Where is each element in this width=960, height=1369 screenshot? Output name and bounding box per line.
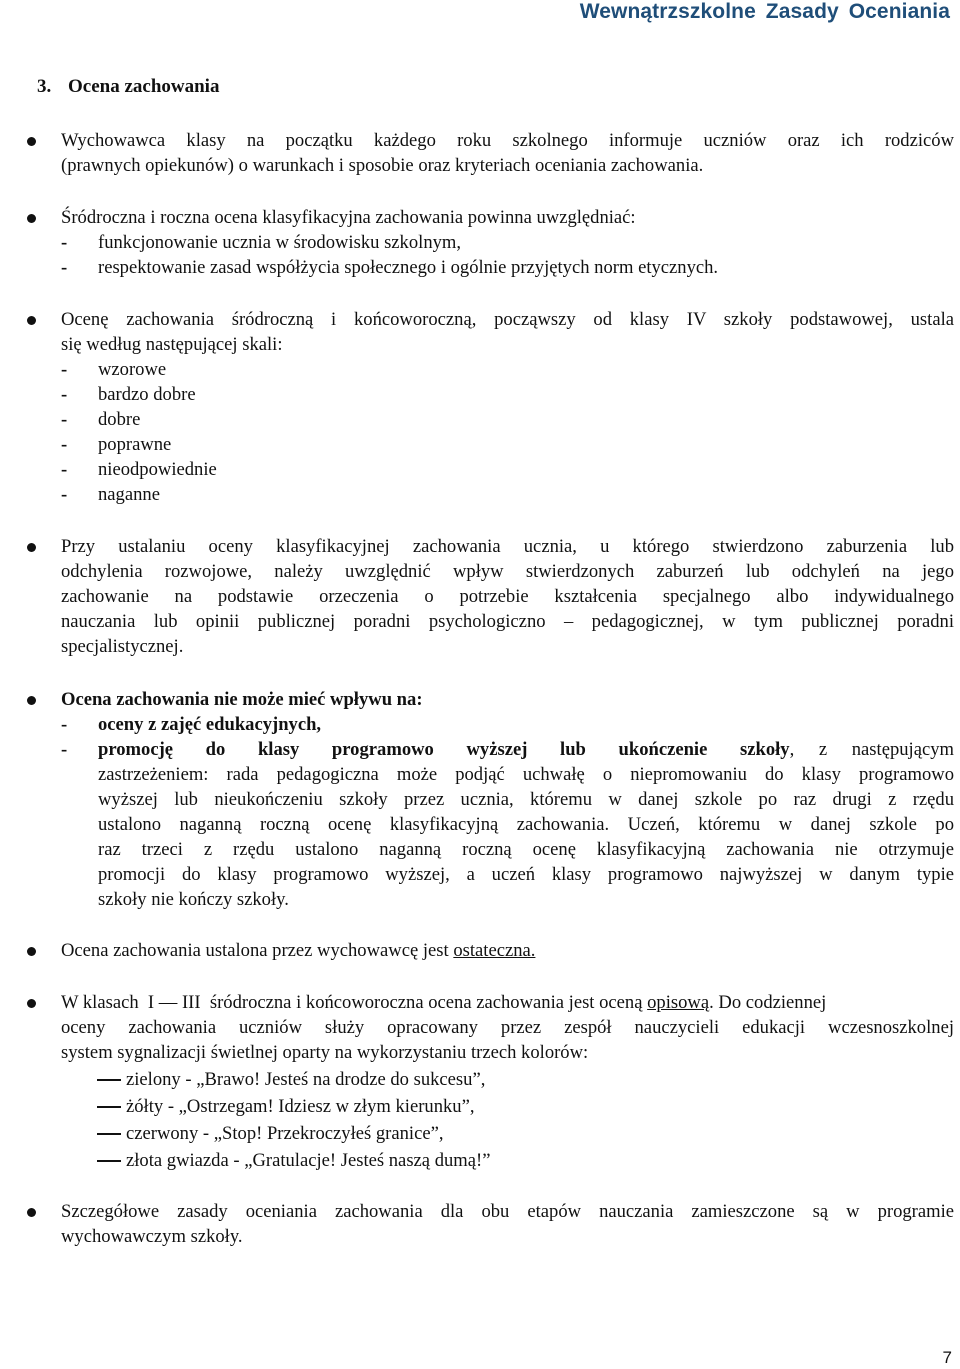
- bullet-icon: [27, 696, 36, 705]
- scale-item: - nieodpowiednie: [61, 459, 217, 480]
- running-header: Wewnątrzszkolne Zasady Oceniania: [579, 0, 950, 23]
- paragraph-line: wychowawczym szkoły.: [61, 1226, 243, 1247]
- dash-icon: [97, 1133, 121, 1135]
- paragraph-line: odchylenia rozwojowe, należy uwzględnić wpływ stwierdzonych zaburzeń lub odchyleń na jego: [61, 561, 954, 582]
- bullet-icon: [27, 214, 36, 223]
- dash-icon: [97, 1079, 121, 1081]
- page-number: 7: [942, 1348, 952, 1367]
- paragraph-line: Szczegółowe zasady oceniania zachowania dla obu etapów nauczania zamieszczone są w programie: [61, 1201, 954, 1222]
- color-signal-item: złota gwiazda - „Gratulacje! Jesteś naszą dumą!”: [61, 1148, 954, 1175]
- paragraph-line: oceny zachowania uczniów służy opracowany przez zespół nauczycieli edukacji wczesnoszkolnej: [61, 1017, 954, 1038]
- bullet-icon: [27, 1208, 36, 1217]
- section-heading: [37, 76, 219, 98]
- paragraph-line: Ocenę zachowania śródroczną i końcoworoczną, począwszy od klasy IV szkoły podstawowej, ustala: [61, 309, 954, 330]
- paragraph-line: Przy ustalaniu oceny klasyfikacyjnej zachowania ucznia, u którego stwierdzono zaburzenia lub: [61, 536, 954, 557]
- paragraph-line: W klasach I — III śródroczna i końcoworoczna ocena zachowania jest oceną opisową. Do codziennej: [61, 992, 827, 1013]
- section-number: 3.: [37, 76, 52, 97]
- paragraph-line: specjalistycznej.: [61, 636, 184, 657]
- bullet-icon: [27, 543, 36, 552]
- scale-item: - wzorowe: [61, 359, 167, 380]
- paragraph-line: (prawnych opiekunów) o warunkach i sposobie oraz kryteriach oceniania zachowania.: [61, 155, 704, 176]
- bullet-icon: [27, 947, 36, 956]
- paragraph-line: się według następującej skali:: [61, 334, 283, 355]
- list-item: - funkcjonowanie ucznia w środowisku szkolnym,: [61, 232, 462, 253]
- list-item: - promocję do klasy programowo wyższej lub ukończenie szkoły, z następującym: [61, 739, 954, 760]
- paragraph-title: Ocena zachowania nie może mieć wpływu na:: [61, 689, 423, 710]
- list-item: - oceny z zajęć edukacyjnych,: [61, 714, 322, 735]
- bullet-icon: [27, 137, 36, 146]
- dash-icon: [97, 1106, 121, 1108]
- scale-item: - naganne: [61, 484, 160, 505]
- bullet-icon: [27, 316, 36, 325]
- paragraph-line: Śródroczna i roczna ocena klasyfikacyjna zachowania powinna uwzględniać:: [61, 207, 636, 228]
- scale-item: - dobre: [61, 409, 141, 430]
- list-item-continuation: szkoły nie kończy szkoły.: [98, 889, 289, 910]
- paragraph-line: nauczania lub opinii publicznej poradni psychologiczno – pedagogicznej, w tym publicznej poradni: [61, 611, 954, 632]
- scale-item: - poprawne: [61, 434, 172, 455]
- color-signal-item: czerwony - „Stop! Przekroczyłeś granice”,: [61, 1121, 954, 1148]
- color-signal-item: żółty - „Ostrzegam! Idziesz w złym kierunku”,: [61, 1094, 954, 1121]
- paragraph-line: Ocena zachowania ustalona przez wychowawcę jest ostateczna.: [61, 940, 536, 961]
- color-signal-item: zielony - „Brawo! Jesteś na drodze do sukcesu”,: [61, 1067, 954, 1094]
- list-item-continuation: ustalono naganną roczną ocenę klasyfikacyjną zachowania. Uczeń, któremu w danej szkole po: [98, 814, 954, 835]
- list-item-continuation: wyższej lub nieukończeniu szkoły przez ucznia, któremu w danej szkole po raz drugi z rzędu: [98, 789, 954, 810]
- bullet-icon: [27, 999, 36, 1008]
- section-title: Ocena zachowania: [68, 76, 220, 97]
- paragraph-line: Wychowawca klasy na początku każdego roku szkolnego informuje uczniów oraz ich rodziców: [61, 130, 954, 151]
- paragraph-line: zachowanie na podstawie orzeczenia o potrzebie kształcenia specjalnego albo indywidualnego: [61, 586, 954, 607]
- list-item-continuation: promocji do klasy programowo wyższej, a uczeń klasy programowo najwyższej w danym typie: [98, 864, 954, 885]
- list-item-continuation: zastrzeżeniem: rada pedagogiczna może podjąć uchwałę o niepromowaniu do klasy programowo: [98, 764, 954, 785]
- list-item-continuation: raz trzeci z rzędu ustalono naganną roczną ocenę klasyfikacyjną zachowania nie otrzymuje: [98, 839, 954, 860]
- paragraph-line: system sygnalizacji świetlnej oparty na wykorzystaniu trzech kolorów:: [61, 1042, 589, 1063]
- scale-item: - bardzo dobre: [61, 384, 196, 405]
- underlined-word: ostateczna.: [453, 940, 536, 961]
- list-item: - respektowanie zasad współżycia społecznego i ogólnie przyjętych norm etycznych.: [61, 257, 719, 278]
- underlined-word: opisową: [647, 992, 710, 1013]
- dash-icon: [97, 1160, 121, 1162]
